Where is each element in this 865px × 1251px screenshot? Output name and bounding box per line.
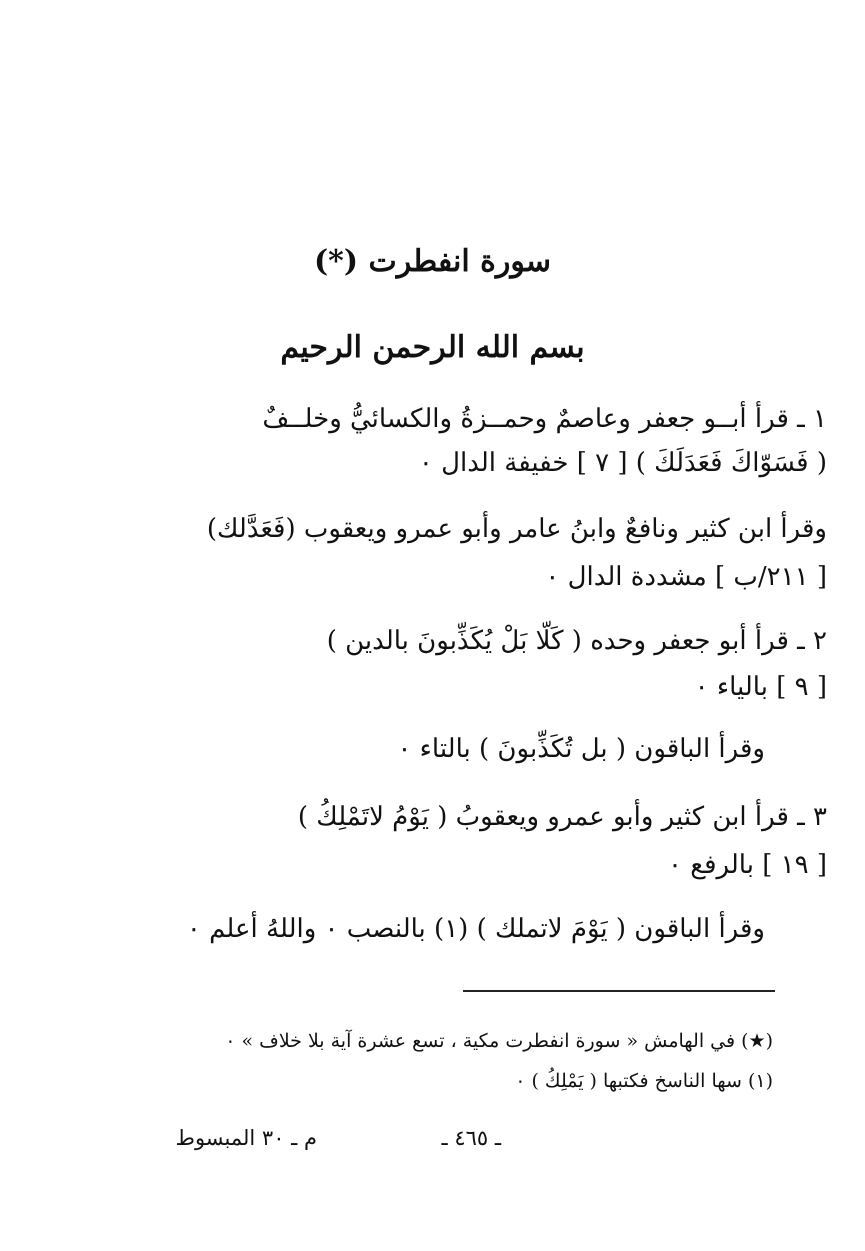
basmala: بسم الله الرحمن الرحيم xyxy=(280,330,585,365)
surah-title: سورة انفطرت (*) xyxy=(313,244,552,279)
footnote-star: (★) في الهامش « سورة انفطرت مكية ، تسع عشرة آية بلا خلاف » ٠ xyxy=(225,1030,773,1052)
paragraph-1-line-2: ( فَسَوّاكَ فَعَدَلَكَ ) [ ٧ ] خفيفة الدال ٠ xyxy=(418,448,827,478)
paragraph-2-line-1: وقرأ ابن كثير ونافعٌ وابنُ عامر وأبو عمرو ويعقوب (فَعَدَّلك) xyxy=(206,514,827,544)
paragraph-5-line-2: [ ١٩ ] بالرفع ٠ xyxy=(668,850,827,880)
paragraph-2-line-2: [ ٢١١/ب ] مشددة الدال ٠ xyxy=(545,562,827,592)
paragraph-3-line-2: [ ٩ ] بالياء ٠ xyxy=(694,672,827,702)
footnote-1: (١) سها الناسخ فكتبها ( يَمْلِكُ ) ٠ xyxy=(515,1070,773,1092)
paragraph-4-line-1: وقرأ الباقون ( بل تُكَذِّبونَ ) بالتاء ٠ xyxy=(397,734,765,764)
paragraph-6-line-1: وقرأ الباقون ( يَوْمَ لاتملك ) (١) بالنصب ٠ واللهُ أعلم ٠ xyxy=(186,914,765,944)
footer-signature: م ـ ٣٠ المبسوط xyxy=(175,1126,317,1150)
paragraph-5-line-1: ٣ ـ قرأ ابن كثير وأبو عمرو ويعقوبُ ( يَوْمُ لاتَمْلِكُ ) xyxy=(297,802,827,832)
paragraph-3-line-1: ٢ ـ قرأ أبو جعفر وحده ( كَلّا بَلْ يُكَذِّبونَ بالدين ) xyxy=(326,626,827,656)
footnote-divider xyxy=(463,990,775,992)
paragraph-1-line-1: ١ ـ قرأ أبــو جعفر وعاصمٌ وحمــزةُ والكسائيُّ وخلــفٌ xyxy=(262,404,827,434)
page-number: ـ ٤٦٥ ـ xyxy=(441,1126,501,1150)
